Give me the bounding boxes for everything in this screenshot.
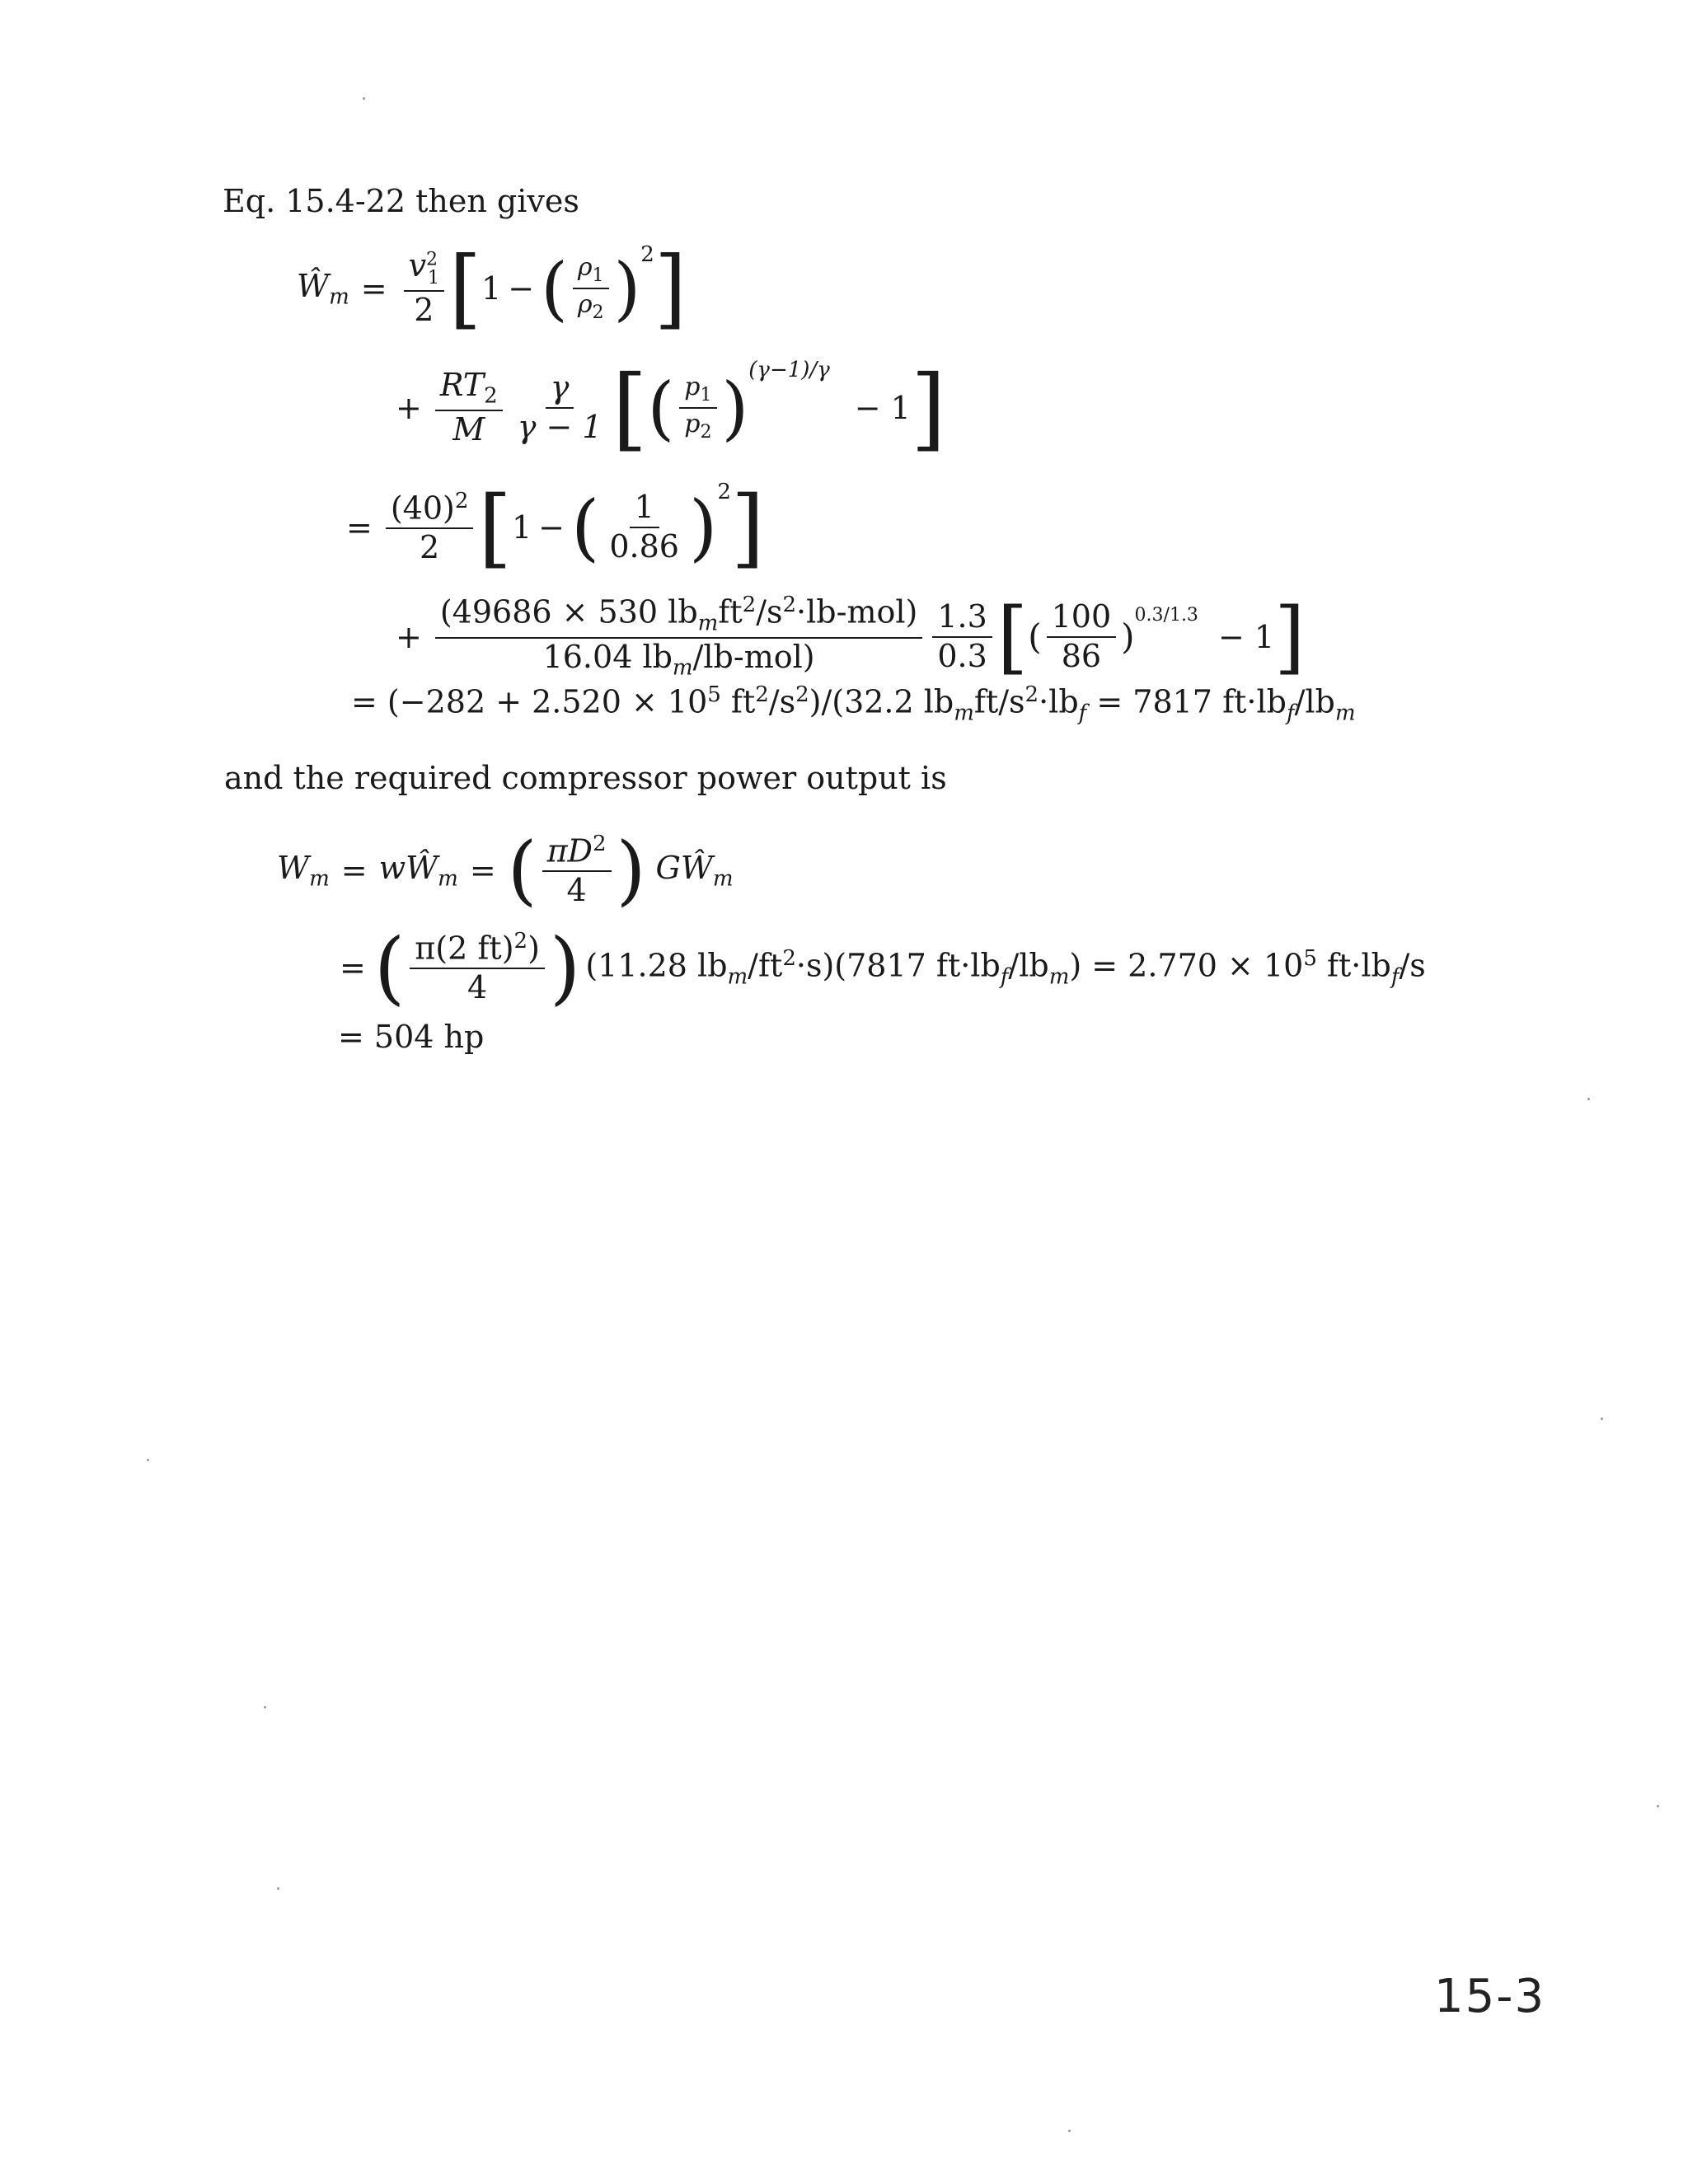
sup-2: 2 (1025, 682, 1039, 707)
result-ft: ft (720, 683, 756, 720)
right-bracket: ] (910, 355, 946, 461)
v1-squared-over-2 (404, 249, 444, 328)
scan-speck (147, 1459, 149, 1461)
rt2-over-m (435, 368, 503, 448)
result-part1: = (−282 + 2.520 × 10 (351, 683, 708, 720)
sup-2: 2 (755, 682, 769, 707)
left-paren: ( (541, 248, 568, 329)
scan-speck (363, 97, 365, 100)
sup-2: 2 (593, 832, 607, 856)
denominator-lbmol: /lb-mol) (692, 638, 815, 675)
gamma: γ (550, 369, 570, 406)
result-lbf: ·lb (1039, 683, 1079, 720)
equation-work-line1 (297, 237, 687, 339)
equals-sign: = (340, 852, 368, 889)
sub-f: f (1390, 964, 1400, 990)
scan-speck (1657, 1805, 1659, 1807)
sup-5: 5 (707, 682, 721, 707)
sup-2: 2 (742, 593, 757, 617)
equation-work-line2 (396, 355, 946, 461)
sub-m: m (1334, 701, 1356, 726)
sup-5: 5 (1303, 945, 1317, 971)
gamma-ratio (513, 371, 607, 445)
sup-2: 2 (426, 249, 438, 270)
gamma-exponent: (γ−1)/γ (748, 358, 830, 382)
numeric-rt-over-m (435, 593, 923, 680)
per-s: /s (1399, 947, 1426, 984)
power-value: ) = 2.770 × 10 (1069, 947, 1304, 984)
sub-m: m (697, 611, 719, 636)
equation-work-line3 (346, 477, 765, 578)
sub-2: 2 (484, 383, 498, 409)
subscript-m: m (329, 284, 349, 310)
sup-2: 2 (454, 488, 469, 513)
intro-text: Eq. 15.4-22 then gives (223, 183, 579, 219)
result-fts: ft/s (973, 683, 1025, 720)
equation-work-line4 (396, 590, 1306, 683)
sub-1: 1 (700, 384, 712, 405)
left-paren: ( (507, 826, 537, 915)
denominator-part1: 16.04 lb (542, 638, 673, 675)
numerator-ft: ft (718, 593, 743, 630)
close-paren: ) (528, 930, 540, 967)
gamma-numeric-ratio (932, 600, 992, 674)
v-symbol: v (408, 247, 427, 284)
pi-2ft-squared-over-4 (410, 930, 545, 1005)
plus-sign: + (396, 390, 422, 426)
sub-f: f (1286, 701, 1295, 726)
sub-2: 2 (592, 302, 604, 323)
forty: (40) (390, 490, 455, 527)
pressure-100: 100 (1047, 600, 1117, 638)
mass-flux: (11.28 lb (585, 947, 728, 984)
right-paren: ) (613, 248, 641, 329)
g-symbol: G (655, 849, 681, 886)
p-symbol: p (684, 410, 701, 438)
equals-sign: = (360, 270, 387, 307)
right-bracket: ] (654, 237, 687, 339)
sub-f: f (1000, 964, 1009, 990)
one: 1 (481, 270, 502, 307)
left-paren: ( (1028, 616, 1042, 658)
minus-sign: − (508, 270, 535, 307)
left-bracket: [ (996, 590, 1029, 683)
gamma-0-3: 0.3 (937, 637, 987, 674)
right-paren: ) (1121, 616, 1135, 658)
scan-speck (1068, 2130, 1071, 2132)
w-hat-symbol: Ŵ (297, 267, 330, 304)
minus-one: − 1 (1217, 618, 1275, 655)
right-paren: ) (616, 826, 646, 915)
sub-m: m (954, 701, 974, 726)
forty-squared-over-2 (386, 490, 474, 565)
left-bracket: [ (478, 477, 512, 578)
right-paren: ) (549, 921, 581, 1014)
left-paren: ( (373, 921, 406, 1014)
w-symbol: W (277, 849, 310, 886)
sup-2: 2 (782, 593, 797, 617)
sub-2: 2 (700, 422, 712, 443)
per-ft: /ft (748, 947, 783, 984)
sub-1: 1 (428, 267, 440, 288)
sub-m: m (1048, 964, 1070, 990)
left-paren: ( (571, 485, 600, 569)
pi-d-squared-over-4 (542, 832, 612, 908)
gamma-minus-one: γ − 1 (517, 409, 603, 445)
exponent-0-3-1-3: 0.3/1.3 (1134, 605, 1198, 626)
gamma-1-3: 1.3 (932, 600, 992, 638)
one-over-086 (604, 490, 684, 565)
result-gc: )/(32.2 lb (809, 683, 954, 720)
pressure-ratio-100-86 (1047, 600, 1117, 674)
work-value: ·s)(7817 ft·lb (795, 947, 1001, 984)
right-bracket: ] (730, 477, 765, 578)
square-exponent: 2 (640, 242, 654, 267)
ft-lb: ft·lb (1316, 947, 1391, 984)
numerator-s: /s (756, 593, 783, 630)
left-paren: ( (647, 368, 675, 448)
den-2: 2 (420, 529, 440, 566)
m-symbol: M (452, 411, 485, 448)
scan-speck (1601, 1418, 1603, 1420)
minus-sign: − (538, 509, 565, 546)
sub-m: m (309, 866, 330, 892)
equals-sign: = (346, 509, 373, 546)
per-lb: /lb (1008, 947, 1049, 984)
rho: ρ (577, 252, 593, 282)
power-result: = 504 hp (338, 1019, 485, 1055)
den-4: 4 (566, 872, 587, 909)
power-equation-line1 (277, 826, 734, 915)
right-paren: ) (721, 368, 749, 448)
scan-speck (264, 1706, 266, 1708)
left-bracket: [ (612, 355, 648, 461)
p-symbol: p (684, 372, 701, 401)
pi-d: πD (546, 832, 593, 869)
one: 1 (511, 509, 532, 546)
equals-sign: = (469, 852, 496, 889)
equation-result-line (351, 682, 1356, 725)
power-equation-line2 (340, 921, 1426, 1014)
inner-086: 0.86 (609, 528, 679, 565)
page-number: 15-3 (1434, 1970, 1546, 2023)
result-per-lbm: /lb (1294, 683, 1335, 720)
w-hat-symbol: Ŵ (406, 849, 438, 886)
sup-2: 2 (795, 682, 809, 707)
square-exponent: 2 (717, 480, 731, 504)
inner-one: 1 (630, 490, 659, 528)
left-bracket: [ (449, 237, 482, 339)
p-ratio (679, 373, 716, 443)
pi-2ft: π(2 ft) (415, 930, 514, 967)
pressure-86: 86 (1061, 637, 1102, 674)
right-bracket: ] (1274, 590, 1306, 683)
numerator-part1: (49686 × 530 lb (439, 593, 698, 630)
sub-m: m (712, 866, 734, 892)
equals-sign: = (340, 949, 366, 986)
rho-ratio (573, 254, 609, 323)
sub-m: m (727, 964, 748, 990)
sub-1: 1 (592, 265, 604, 286)
result-s: /s (768, 683, 796, 720)
w-hat-symbol: Ŵ (680, 849, 713, 886)
mass-flow-symbol: w (378, 849, 406, 886)
den-2: 2 (414, 291, 434, 328)
rho: ρ (577, 290, 593, 319)
sub-m: m (672, 655, 693, 681)
sup-2: 2 (782, 945, 796, 971)
plus-sign: + (396, 618, 422, 655)
sub-m: m (438, 866, 458, 892)
den-4: 4 (467, 969, 488, 1006)
result-value: = 7817 ft·lb (1086, 683, 1287, 720)
scan-speck (1587, 1098, 1590, 1100)
minus-one: − 1 (854, 390, 911, 426)
sub-f: f (1078, 701, 1087, 726)
scan-speck (277, 1887, 279, 1890)
sup-2: 2 (513, 928, 528, 954)
numerator-lbmol: ·lb-mol) (796, 593, 918, 630)
mid-text: and the required compressor power output is (224, 760, 947, 796)
rt-symbol: RT (439, 367, 485, 403)
right-paren: ) (688, 485, 718, 569)
